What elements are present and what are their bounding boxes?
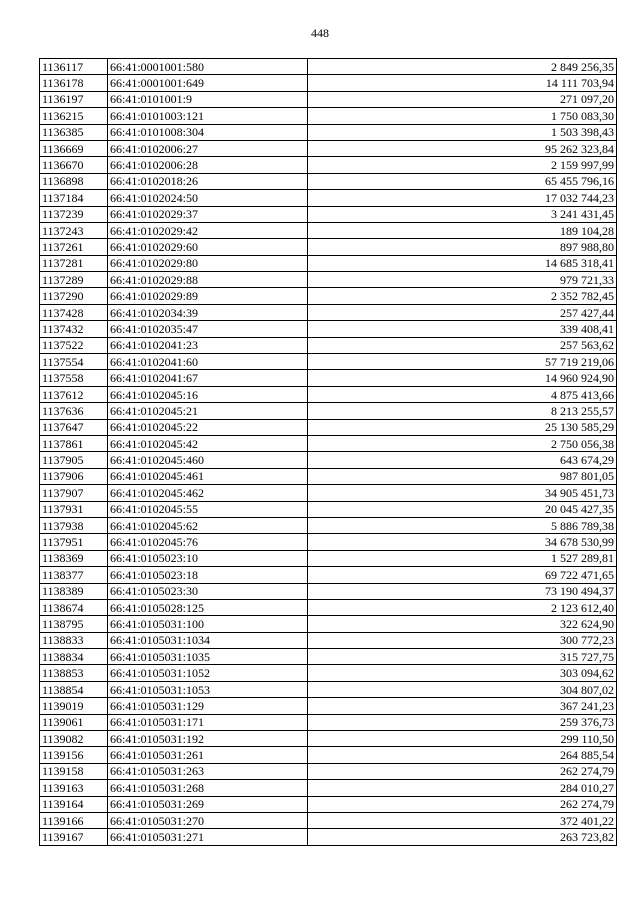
cadastral-number-cell: 66:41:0102029:37 xyxy=(108,206,308,222)
value-cell: 20 045 427,35 xyxy=(308,501,617,517)
value-cell: 2 750 056,38 xyxy=(308,435,617,451)
value-cell: 189 104,28 xyxy=(308,222,617,238)
table-row xyxy=(40,419,617,435)
cadastral-number-cell: 66:41:0105031:1052 xyxy=(108,665,308,681)
value-cell: 300 772,23 xyxy=(308,632,617,648)
value-cell: 303 094,62 xyxy=(308,665,617,681)
record-id-cell: 1136178 xyxy=(40,75,108,91)
cadastral-number-cell: 66:41:0102041:60 xyxy=(108,354,308,370)
record-id-cell: 1136670 xyxy=(40,157,108,173)
table-row xyxy=(40,140,617,156)
table-row xyxy=(40,255,617,271)
value-cell: 339 408,41 xyxy=(308,321,617,337)
cadastral-number-cell: 66:41:0105031:271 xyxy=(108,829,308,845)
record-id-cell: 1138834 xyxy=(40,649,108,665)
cadastral-number-cell: 66:41:0105028:125 xyxy=(108,599,308,615)
table-row xyxy=(40,288,617,304)
value-cell: 69 722 471,65 xyxy=(308,567,617,583)
table-row xyxy=(40,567,617,583)
record-id-cell: 1137906 xyxy=(40,468,108,484)
value-cell: 315 727,75 xyxy=(308,649,617,665)
table-row xyxy=(40,354,617,370)
table-row xyxy=(40,780,617,796)
table-row xyxy=(40,665,617,681)
cadastral-number-cell: 66:41:0102034:39 xyxy=(108,304,308,320)
record-id-cell: 1138674 xyxy=(40,599,108,615)
table-row xyxy=(40,173,617,189)
table-row xyxy=(40,616,617,632)
cadastral-number-cell: 66:41:0105031:270 xyxy=(108,812,308,828)
cadastral-number-cell: 66:41:0102029:89 xyxy=(108,288,308,304)
record-id-cell: 1137290 xyxy=(40,288,108,304)
record-id-cell: 1137612 xyxy=(40,386,108,402)
value-cell: 34 678 530,99 xyxy=(308,534,617,550)
cadastral-number-cell: 66:41:0101008:304 xyxy=(108,124,308,140)
record-id-cell: 1138833 xyxy=(40,632,108,648)
value-cell: 14 685 318,41 xyxy=(308,255,617,271)
cadastral-number-cell: 66:41:0105031:129 xyxy=(108,698,308,714)
record-id-cell: 1139156 xyxy=(40,747,108,763)
page-number: 448 xyxy=(311,26,329,40)
cadastral-number-cell: 66:41:0102045:62 xyxy=(108,517,308,533)
record-id-cell: 1139061 xyxy=(40,714,108,730)
value-cell: 257 427,44 xyxy=(308,304,617,320)
record-id-cell: 1137428 xyxy=(40,304,108,320)
value-cell: 65 455 796,16 xyxy=(308,173,617,189)
cadastral-number-cell: 66:41:0102018:26 xyxy=(108,173,308,189)
record-id-cell: 1136669 xyxy=(40,140,108,156)
value-cell: 1 527 289,81 xyxy=(308,550,617,566)
cadastral-number-cell: 66:41:0102041:67 xyxy=(108,370,308,386)
record-id-cell: 1138377 xyxy=(40,567,108,583)
record-id-cell: 1139164 xyxy=(40,796,108,812)
record-id-cell: 1136117 xyxy=(40,59,108,75)
record-id-cell: 1137522 xyxy=(40,337,108,353)
value-cell: 264 885,54 xyxy=(308,747,617,763)
cadastral-number-cell: 66:41:0102045:76 xyxy=(108,534,308,550)
table-row xyxy=(40,206,617,222)
value-cell: 372 401,22 xyxy=(308,812,617,828)
table-row xyxy=(40,681,617,697)
cadastral-number-cell: 66:41:0001001:649 xyxy=(108,75,308,91)
record-id-cell: 1139167 xyxy=(40,829,108,845)
value-cell: 73 190 494,37 xyxy=(308,583,617,599)
record-id-cell: 1136197 xyxy=(40,91,108,107)
table-row xyxy=(40,304,617,320)
cadastral-number-cell: 66:41:0102035:47 xyxy=(108,321,308,337)
table-row xyxy=(40,239,617,255)
table-row xyxy=(40,321,617,337)
cadastral-number-cell: 66:41:0101003:121 xyxy=(108,108,308,124)
table-row xyxy=(40,190,617,206)
table-row xyxy=(40,157,617,173)
table-row xyxy=(40,812,617,828)
cadastral-number-cell: 66:41:0102045:461 xyxy=(108,468,308,484)
record-id-cell: 1137239 xyxy=(40,206,108,222)
value-cell: 1 503 398,43 xyxy=(308,124,617,140)
record-id-cell: 1138795 xyxy=(40,616,108,632)
value-cell: 1 750 083,30 xyxy=(308,108,617,124)
table-row xyxy=(40,583,617,599)
value-cell: 8 213 255,57 xyxy=(308,403,617,419)
cadastral-number-cell: 66:41:0105031:269 xyxy=(108,796,308,812)
value-cell: 271 097,20 xyxy=(308,91,617,107)
value-cell: 34 905 451,73 xyxy=(308,485,617,501)
value-cell: 367 241,23 xyxy=(308,698,617,714)
record-id-cell: 1137243 xyxy=(40,222,108,238)
value-cell: 3 241 431,45 xyxy=(308,206,617,222)
value-cell: 284 010,27 xyxy=(308,780,617,796)
table-row xyxy=(40,337,617,353)
table-row xyxy=(40,485,617,501)
table-row xyxy=(40,59,617,75)
table-row xyxy=(40,108,617,124)
value-cell: 259 376,73 xyxy=(308,714,617,730)
table-row xyxy=(40,517,617,533)
cadastral-number-cell: 66:41:0001001:580 xyxy=(108,59,308,75)
record-id-cell: 1137938 xyxy=(40,517,108,533)
cadastral-number-cell: 66:41:0102045:460 xyxy=(108,452,308,468)
cadastral-number-cell: 66:41:0102029:42 xyxy=(108,222,308,238)
cadastral-number-cell: 66:41:0102024:50 xyxy=(108,190,308,206)
record-id-cell: 1137261 xyxy=(40,239,108,255)
table-row xyxy=(40,599,617,615)
record-id-cell: 1137184 xyxy=(40,190,108,206)
cadastral-number-cell: 66:41:0102006:27 xyxy=(108,140,308,156)
table-row xyxy=(40,649,617,665)
value-cell: 257 563,62 xyxy=(308,337,617,353)
value-cell: 643 674,29 xyxy=(308,452,617,468)
value-cell: 25 130 585,29 xyxy=(308,419,617,435)
record-id-cell: 1136385 xyxy=(40,124,108,140)
record-id-cell: 1139158 xyxy=(40,763,108,779)
value-cell: 987 801,05 xyxy=(308,468,617,484)
value-cell: 897 988,80 xyxy=(308,239,617,255)
table-row xyxy=(40,763,617,779)
record-id-cell: 1137554 xyxy=(40,354,108,370)
record-id-cell: 1136898 xyxy=(40,173,108,189)
value-cell: 95 262 323,84 xyxy=(308,140,617,156)
table-row xyxy=(40,632,617,648)
record-id-cell: 1137905 xyxy=(40,452,108,468)
registry-table xyxy=(39,58,617,846)
record-id-cell: 1139163 xyxy=(40,780,108,796)
record-id-cell: 1137907 xyxy=(40,485,108,501)
cadastral-number-cell: 66:41:0102045:22 xyxy=(108,419,308,435)
cadastral-number-cell: 66:41:0102006:28 xyxy=(108,157,308,173)
table-row xyxy=(40,501,617,517)
record-id-cell: 1137281 xyxy=(40,255,108,271)
cadastral-number-cell: 66:41:0105023:10 xyxy=(108,550,308,566)
value-cell: 299 110,50 xyxy=(308,731,617,747)
value-cell: 263 723,82 xyxy=(308,829,617,845)
record-id-cell: 1139019 xyxy=(40,698,108,714)
cadastral-number-cell: 66:41:0102029:88 xyxy=(108,272,308,288)
table-row xyxy=(40,222,617,238)
table-row xyxy=(40,468,617,484)
table-row xyxy=(40,403,617,419)
value-cell: 322 624,90 xyxy=(308,616,617,632)
table-row xyxy=(40,747,617,763)
value-cell: 2 123 612,40 xyxy=(308,599,617,615)
cadastral-number-cell: 66:41:0105031:1053 xyxy=(108,681,308,697)
value-cell: 2 849 256,35 xyxy=(308,59,617,75)
cadastral-number-cell: 66:41:0102041:23 xyxy=(108,337,308,353)
cadastral-number-cell: 66:41:0105031:263 xyxy=(108,763,308,779)
value-cell: 262 274,79 xyxy=(308,796,617,812)
table-row xyxy=(40,370,617,386)
table-row xyxy=(40,796,617,812)
table-row xyxy=(40,124,617,140)
table-row xyxy=(40,435,617,451)
value-cell: 4 875 413,66 xyxy=(308,386,617,402)
cadastral-number-cell: 66:41:0102045:462 xyxy=(108,485,308,501)
cadastral-number-cell: 66:41:0105031:171 xyxy=(108,714,308,730)
table-row xyxy=(40,698,617,714)
value-cell: 262 274,79 xyxy=(308,763,617,779)
record-id-cell: 1137951 xyxy=(40,534,108,550)
value-cell: 57 719 219,06 xyxy=(308,354,617,370)
value-cell: 2 352 782,45 xyxy=(308,288,617,304)
record-id-cell: 1137432 xyxy=(40,321,108,337)
registry-table-body xyxy=(40,59,617,846)
cadastral-number-cell: 66:41:0105023:30 xyxy=(108,583,308,599)
record-id-cell: 1138389 xyxy=(40,583,108,599)
record-id-cell: 1138853 xyxy=(40,665,108,681)
table-row xyxy=(40,550,617,566)
value-cell: 304 807,02 xyxy=(308,681,617,697)
record-id-cell: 1139082 xyxy=(40,731,108,747)
cadastral-number-cell: 66:41:0102029:80 xyxy=(108,255,308,271)
record-id-cell: 1137861 xyxy=(40,435,108,451)
record-id-cell: 1137558 xyxy=(40,370,108,386)
table-row xyxy=(40,75,617,91)
table-row xyxy=(40,714,617,730)
value-cell: 14 960 924,90 xyxy=(308,370,617,386)
table-row xyxy=(40,272,617,288)
record-id-cell: 1136215 xyxy=(40,108,108,124)
record-id-cell: 1137636 xyxy=(40,403,108,419)
cadastral-number-cell: 66:41:0102029:60 xyxy=(108,239,308,255)
cadastral-number-cell: 66:41:0105031:192 xyxy=(108,731,308,747)
value-cell: 979 721,33 xyxy=(308,272,617,288)
record-id-cell: 1139166 xyxy=(40,812,108,828)
value-cell: 14 111 703,94 xyxy=(308,75,617,91)
record-id-cell: 1138369 xyxy=(40,550,108,566)
table-row xyxy=(40,386,617,402)
value-cell: 5 886 789,38 xyxy=(308,517,617,533)
table-row xyxy=(40,829,617,845)
cadastral-number-cell: 66:41:0102045:42 xyxy=(108,435,308,451)
cadastral-number-cell: 66:41:0102045:55 xyxy=(108,501,308,517)
record-id-cell: 1137931 xyxy=(40,501,108,517)
cadastral-number-cell: 66:41:0105031:1034 xyxy=(108,632,308,648)
cadastral-number-cell: 66:41:0105031:1035 xyxy=(108,649,308,665)
table-row xyxy=(40,452,617,468)
table-row xyxy=(40,731,617,747)
record-id-cell: 1137289 xyxy=(40,272,108,288)
table-row xyxy=(40,534,617,550)
cadastral-number-cell: 66:41:0105023:18 xyxy=(108,567,308,583)
table-row xyxy=(40,91,617,107)
cadastral-number-cell: 66:41:0102045:16 xyxy=(108,386,308,402)
cadastral-number-cell: 66:41:0105031:261 xyxy=(108,747,308,763)
record-id-cell: 1138854 xyxy=(40,681,108,697)
cadastral-number-cell: 66:41:0101001:9 xyxy=(108,91,308,107)
value-cell: 2 159 997,99 xyxy=(308,157,617,173)
record-id-cell: 1137647 xyxy=(40,419,108,435)
cadastral-number-cell: 66:41:0105031:100 xyxy=(108,616,308,632)
cadastral-number-cell: 66:41:0102045:21 xyxy=(108,403,308,419)
value-cell: 17 032 744,23 xyxy=(308,190,617,206)
cadastral-number-cell: 66:41:0105031:268 xyxy=(108,780,308,796)
